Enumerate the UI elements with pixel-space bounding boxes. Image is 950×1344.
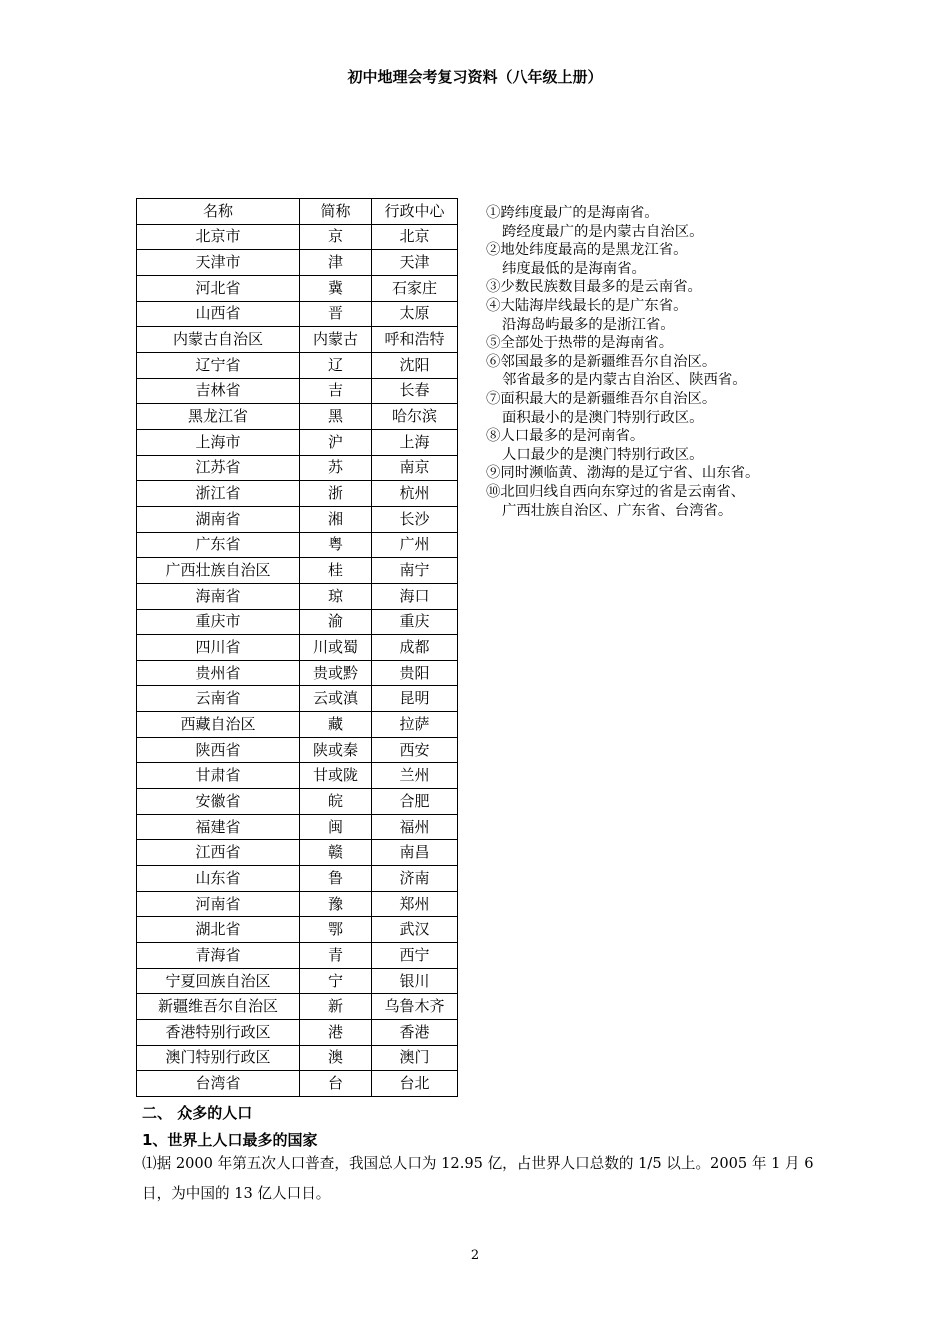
cell-abbreviation: 云或滇: [300, 686, 372, 712]
table-row: [137, 532, 458, 558]
table-header-row: [137, 199, 458, 225]
cell-name: 广西壮族自治区: [137, 558, 300, 584]
cell-abbreviation: 藏: [300, 712, 372, 738]
table-row: [137, 506, 458, 532]
cell-abbreviation: 新: [300, 994, 372, 1020]
cell-capital: 西安: [372, 737, 458, 763]
table-row: [137, 1020, 458, 1046]
cell-capital: 武汉: [372, 917, 458, 943]
cell-abbreviation: 晋: [300, 301, 372, 327]
table-row: [137, 609, 458, 635]
table-row: [137, 917, 458, 943]
cell-abbreviation: 沪: [300, 429, 372, 455]
cell-name: 山西省: [137, 301, 300, 327]
cell-abbreviation: 湘: [300, 506, 372, 532]
table-row: [137, 404, 458, 430]
fact-line: ①跨纬度最广的是海南省。: [486, 205, 659, 221]
cell-name: 云南省: [137, 686, 300, 712]
cell-capital: 海口: [372, 583, 458, 609]
table-row: [137, 968, 458, 994]
cell-capital: 太原: [372, 301, 458, 327]
cell-capital: 呼和浩特: [372, 327, 458, 353]
column-header-capital: 行政中心: [372, 199, 458, 225]
subsection-heading: 1、世界上人口最多的国家: [142, 1131, 318, 1149]
table-row: [137, 1045, 458, 1071]
cell-abbreviation: 冀: [300, 275, 372, 301]
table-row: [137, 378, 458, 404]
cell-name: 香港特别行政区: [137, 1020, 300, 1046]
table-row: [137, 481, 458, 507]
cell-abbreviation: 粤: [300, 532, 372, 558]
cell-capital: 天津: [372, 250, 458, 276]
table-row: [137, 558, 458, 584]
cell-name: 宁夏回族自治区: [137, 968, 300, 994]
cell-name: 天津市: [137, 250, 300, 276]
cell-capital: 南宁: [372, 558, 458, 584]
cell-name: 湖南省: [137, 506, 300, 532]
cell-capital: 兰州: [372, 763, 458, 789]
cell-abbreviation: 港: [300, 1020, 372, 1046]
cell-capital: 重庆: [372, 609, 458, 635]
cell-capital: 成都: [372, 635, 458, 661]
fact-line: ②地处纬度最高的是黑龙江省。: [486, 242, 688, 259]
cell-name: 西藏自治区: [137, 712, 300, 738]
cell-name: 内蒙古自治区: [137, 327, 300, 353]
cell-capital: 贵阳: [372, 660, 458, 686]
cell-name: 北京市: [137, 224, 300, 250]
cell-abbreviation: 内蒙古: [300, 327, 372, 353]
table-row: [137, 994, 458, 1020]
table-row: [137, 275, 458, 301]
fact-line: 邻省最多的是内蒙古自治区、陕西省。: [502, 372, 747, 389]
table-row: [137, 866, 458, 892]
table-row: [137, 301, 458, 327]
cell-name: 黑龙江省: [137, 404, 300, 430]
fact-line: 跨经度最广的是内蒙古自治区。: [502, 223, 704, 240]
cell-abbreviation: 豫: [300, 891, 372, 917]
cell-capital: 石家庄: [372, 275, 458, 301]
cell-name: 福建省: [137, 814, 300, 840]
cell-abbreviation: 闽: [300, 814, 372, 840]
fact-line: 面积最小的是澳门特别行政区。: [502, 409, 704, 426]
cell-name: 浙江省: [137, 481, 300, 507]
cell-abbreviation: 辽: [300, 352, 372, 378]
cell-name: 台湾省: [137, 1071, 300, 1097]
column-header-name: 名称: [137, 199, 300, 225]
cell-capital: 南京: [372, 455, 458, 481]
cell-capital: 合肥: [372, 789, 458, 815]
table-row: [137, 635, 458, 661]
fact-line: ⑤全部处于热带的是海南省。: [486, 335, 674, 352]
table-row: [137, 763, 458, 789]
cell-abbreviation: 赣: [300, 840, 372, 866]
cell-abbreviation: 陕或秦: [300, 737, 372, 763]
cell-capital: 杭州: [372, 481, 458, 507]
cell-capital: 北京: [372, 224, 458, 250]
fact-line: ⑨同时濒临黄、渤海的是辽宁省、山东省。: [486, 465, 760, 482]
cell-abbreviation: 桂: [300, 558, 372, 584]
fact-line: 人口最少的是澳门特别行政区。: [502, 446, 704, 463]
cell-abbreviation: 甘或陇: [300, 763, 372, 789]
fact-line: ⑩北回归线自西向东穿过的省是云南省、: [486, 483, 746, 500]
table-row: [137, 1071, 458, 1097]
fact-line: 广西壮族自治区、广东省、台湾省。: [502, 502, 733, 519]
section-heading: 二、 众多的人口: [142, 1104, 253, 1122]
cell-abbreviation: 琼: [300, 583, 372, 609]
cell-name: 安徽省: [137, 789, 300, 815]
cell-name: 河南省: [137, 891, 300, 917]
cell-name: 上海市: [137, 429, 300, 455]
cell-capital: 乌鲁木齐: [372, 994, 458, 1020]
table-row: [137, 891, 458, 917]
fact-line: ⑦面积最大的是新疆维吾尔自治区。: [486, 390, 717, 407]
cell-name: 江苏省: [137, 455, 300, 481]
cell-abbreviation: 津: [300, 250, 372, 276]
cell-abbreviation: 皖: [300, 789, 372, 815]
cell-name: 陕西省: [137, 737, 300, 763]
table-row: [137, 455, 458, 481]
cell-name: 青海省: [137, 943, 300, 969]
cell-capital: 广州: [372, 532, 458, 558]
cell-abbreviation: 川或蜀: [300, 635, 372, 661]
fact-line: ④大陆海岸线最长的是广东省。: [486, 297, 688, 314]
page-title: 初中地理会考复习资料（八年级上册）: [347, 68, 603, 86]
table-row: [137, 250, 458, 276]
facts-list: [486, 204, 759, 520]
body-paragraph: ⑴据 2000 年第五次人口普查，我国总人口为 12.95 亿，占世界人口总数的 1/5 以上。2005 年 1 月 6 日，为中国的 13 亿人口日。: [142, 1155, 814, 1202]
table-body: [137, 224, 458, 1096]
cell-capital: 沈阳: [372, 352, 458, 378]
cell-abbreviation: 宁: [300, 968, 372, 994]
cell-capital: 哈尔滨: [372, 404, 458, 430]
cell-abbreviation: 浙: [300, 481, 372, 507]
cell-name: 重庆市: [137, 609, 300, 635]
cell-capital: 郑州: [372, 891, 458, 917]
cell-abbreviation: 澳: [300, 1045, 372, 1071]
cell-capital: 拉萨: [372, 712, 458, 738]
table-row: [137, 686, 458, 712]
cell-abbreviation: 台: [300, 1071, 372, 1097]
cell-name: 吉林省: [137, 378, 300, 404]
cell-name: 河北省: [137, 275, 300, 301]
cell-capital: 长春: [372, 378, 458, 404]
cell-name: 山东省: [137, 866, 300, 892]
cell-capital: 香港: [372, 1020, 458, 1046]
cell-abbreviation: 黑: [300, 404, 372, 430]
table-row: [137, 352, 458, 378]
cell-capital: 银川: [372, 968, 458, 994]
cell-capital: 长沙: [372, 506, 458, 532]
cell-name: 广东省: [137, 532, 300, 558]
fact-line: 沿海岛屿最多的是浙江省。: [502, 316, 675, 333]
cell-abbreviation: 青: [300, 943, 372, 969]
cell-abbreviation: 鲁: [300, 866, 372, 892]
table-row: [137, 224, 458, 250]
table-row: [137, 943, 458, 969]
cell-abbreviation: 鄂: [300, 917, 372, 943]
table-row: [137, 840, 458, 866]
cell-capital: 台北: [372, 1071, 458, 1097]
cell-capital: 福州: [372, 814, 458, 840]
fact-line: ⑧人口最多的是河南省。: [486, 428, 645, 445]
cell-name: 辽宁省: [137, 352, 300, 378]
table-row: [137, 660, 458, 686]
cell-capital: 澳门: [372, 1045, 458, 1071]
table-row: [137, 814, 458, 840]
cell-capital: 西宁: [372, 943, 458, 969]
province-table: [136, 198, 458, 1097]
cell-capital: 南昌: [372, 840, 458, 866]
cell-name: 湖北省: [137, 917, 300, 943]
cell-name: 海南省: [137, 583, 300, 609]
cell-capital: 昆明: [372, 686, 458, 712]
table-row: [137, 583, 458, 609]
cell-abbreviation: 吉: [300, 378, 372, 404]
fact-line: 纬度最低的是海南省。: [502, 260, 646, 277]
cell-name: 新疆维吾尔自治区: [137, 994, 300, 1020]
page-number: 2: [470, 1248, 480, 1263]
cell-abbreviation: 渝: [300, 609, 372, 635]
table-row: [137, 327, 458, 353]
table-row: [137, 737, 458, 763]
cell-name: 贵州省: [137, 660, 300, 686]
cell-abbreviation: 贵或黔: [300, 660, 372, 686]
column-header-abbreviation: 简称: [300, 199, 372, 225]
cell-name: 澳门特别行政区: [137, 1045, 300, 1071]
cell-capital: 上海: [372, 429, 458, 455]
cell-abbreviation: 苏: [300, 455, 372, 481]
cell-name: 甘肃省: [137, 763, 300, 789]
cell-name: 江西省: [137, 840, 300, 866]
fact-line: ③少数民族数目最多的是云南省。: [486, 279, 702, 296]
table-row: [137, 429, 458, 455]
cell-capital: 济南: [372, 866, 458, 892]
cell-abbreviation: 京: [300, 224, 372, 250]
fact-line: ⑥邻国最多的是新疆维吾尔自治区。: [486, 353, 717, 370]
table-row: [137, 789, 458, 815]
cell-name: 四川省: [137, 635, 300, 661]
table-row: [137, 712, 458, 738]
